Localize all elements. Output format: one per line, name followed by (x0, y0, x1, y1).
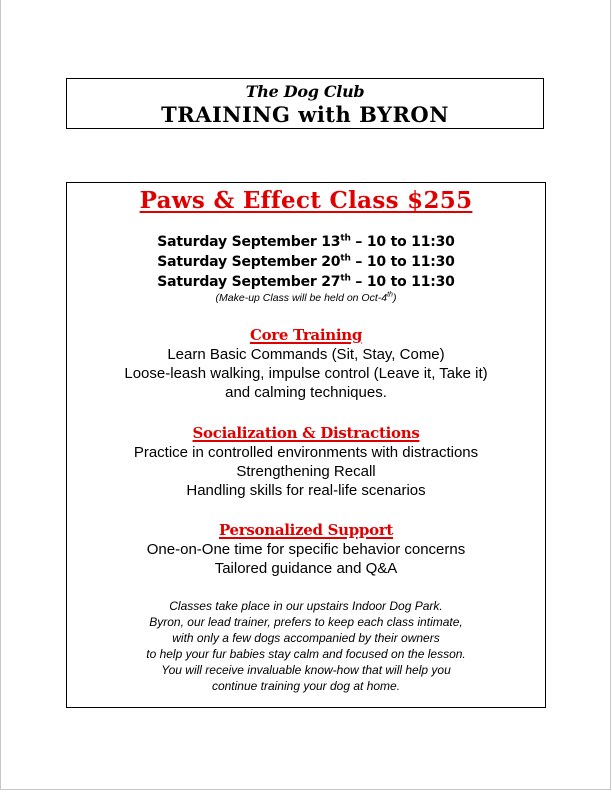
section-line: Handling skills for real-life scenarios (186, 482, 426, 499)
section-line: Loose-leash walking, impulse control (Leave it, Take it) (124, 365, 488, 382)
date-line (67, 272, 545, 292)
ordinal-suffix: th (340, 233, 351, 244)
ordinal-suffix: th (340, 253, 351, 264)
date-text: Saturday September 13 (157, 234, 341, 250)
makeup-note (67, 292, 545, 304)
section-heading: Personalized Support (218, 521, 394, 539)
class-info-box (66, 182, 546, 708)
time-text: – 10 to 11:30 (350, 234, 455, 250)
makeup-end: ) (392, 292, 397, 304)
section-line: Learn Basic Commands (Sit, Stay, Come) (167, 346, 445, 363)
class-description (67, 598, 545, 694)
description-line: Byron, our lead trainer, prefers to keep each class intimate, (149, 615, 463, 629)
makeup-text: (Make-up Class will be held on Oct-4 (215, 292, 388, 304)
ordinal-suffix: th (340, 273, 351, 284)
section-personalized-support (67, 520, 545, 578)
section-heading: Socialization & Distractions (192, 424, 420, 442)
section-line: Strengthening Recall (236, 463, 376, 480)
title-box (66, 78, 544, 129)
section-socialization (67, 423, 545, 500)
class-dates (67, 232, 545, 304)
description-line: Classes take place in our upstairs Indoor Dog Park. (169, 599, 443, 613)
section-line: One-on-One time for specific behavior concerns (146, 541, 466, 558)
club-name: The Dog Club (245, 82, 365, 101)
time-text: – 10 to 11:30 (350, 274, 455, 290)
description-line: with only a few dogs accompanied by their owners (172, 631, 440, 645)
section-line: and calming techniques. (225, 384, 387, 401)
description-line: to help your fur babies stay calm and focused on the lesson. (146, 647, 466, 661)
section-line: Practice in controlled environments with distractions (133, 444, 479, 461)
ordinal-suffix: th (387, 291, 393, 299)
section-heading: Core Training (249, 326, 363, 344)
date-text: Saturday September 20 (157, 254, 341, 270)
date-text: Saturday September 27 (157, 274, 341, 290)
section-line: Tailored guidance and Q&A (214, 560, 398, 577)
description-line: continue training your dog at home. (211, 679, 401, 693)
description-line: You will receive invaluable know-how that will help you (161, 663, 451, 677)
class-title: Paws & Effect Class $255 (139, 187, 473, 214)
page-title: TRAINING with BYRON (161, 102, 449, 127)
section-core-training (67, 325, 545, 402)
date-line (67, 252, 545, 272)
time-text: – 10 to 11:30 (350, 254, 455, 270)
date-line (67, 232, 545, 252)
